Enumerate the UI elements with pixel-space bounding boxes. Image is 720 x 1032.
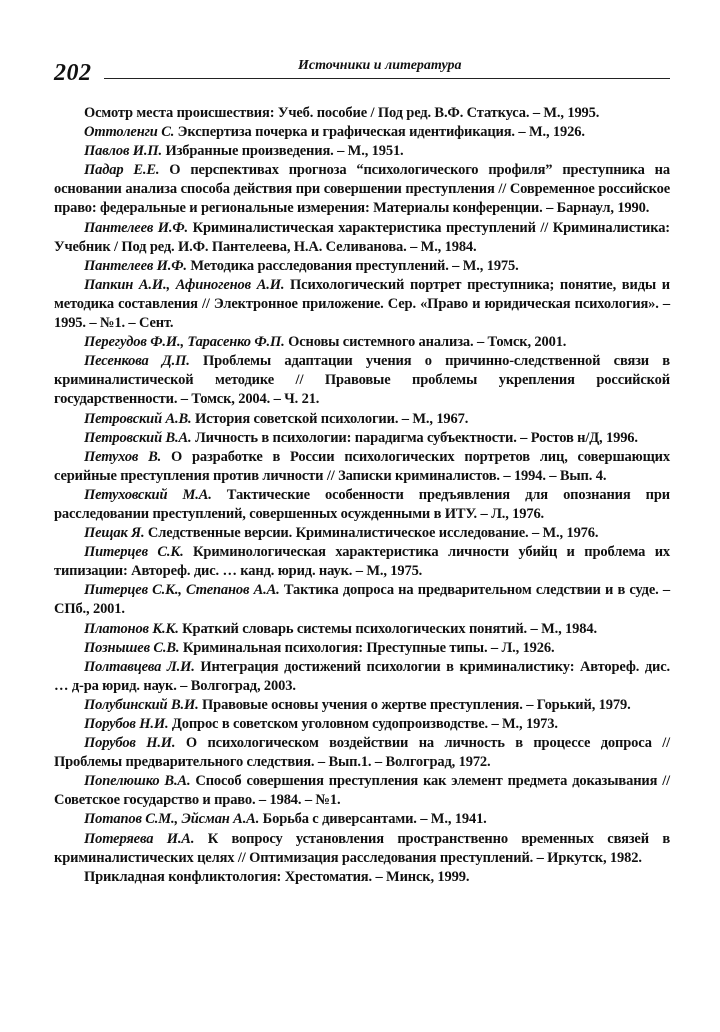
reference-text: Тактические особенности предъявления для опознания при расследовании преступлений, совершенных осужденными в ИТУ. – Л., 1976. [54,486,670,522]
reference-entry [54,810,670,829]
reference-text: Экспертиза почерка и графическая идентификация. – М., 1926. [174,124,585,141]
reference-entry [54,715,670,734]
reference-author: Петровский В.А. [84,429,192,446]
reference-text: Личность в психологии: парадигма субъектности. – Ростов н/Д, 1996. [191,429,638,446]
reference-author: Питерцев С.К., Степанов А.А. [84,582,280,599]
reference-author: Питерцев С.К. [84,544,184,561]
reference-text: Проблемы адаптации учения о причинно-следственной связи в криминалистической методике // Правовые проблемы укрепления российской государственности. – Томск, 2004. – Ч. 21. [54,353,670,408]
reference-author: Пантелеев И.Ф. [84,219,189,236]
reference-author: Павлов И.П. [84,143,162,160]
reference-entry [54,524,670,543]
reference-author: Падар Е.Е. [84,162,160,179]
reference-entry [54,830,670,868]
reference-entry [54,543,670,581]
reference-text: Избранные произведения. – М., 1951. [161,143,404,160]
reference-text: Психологический портрет преступника; понятие, виды и методика составления // Электронное приложение. Сер. «Право и юридическая психология». – 1995. – №1. – Сент. [54,276,670,332]
page-header [54,56,670,90]
running-title: Источники и литература [298,58,462,73]
reference-text: О перспективах прогноза “психологического профиля” преступника на основании анализа способа действия при совершении преступления // Современное российское право: федеральные и региональные измерения: Материалы конференции. – Барнаул, 1990. [54,162,670,217]
header-rule [104,78,670,79]
reference-entry [54,104,670,123]
reference-entry [54,161,670,218]
reference-author: Полубинский В.И. [84,696,199,713]
reference-text: Правовые основы учения о жертве преступления. – Горький, 1979. [198,696,631,713]
reference-entry [54,410,670,429]
reference-entry [54,123,670,142]
reference-entry [54,772,670,810]
reference-text: Борьба с диверсантами. – М., 1941. [259,811,487,828]
reference-entry [54,352,670,409]
reference-entry [54,219,670,257]
reference-text: Следственные версии. Криминалистическое исследование. – М., 1976. [144,525,599,542]
reference-author: Пещак Я. [84,525,145,542]
reference-author: Петуховский М.А. [84,486,212,503]
reference-author: Папкин А.И., Афиногенов А.И. [84,276,285,293]
reference-entry [54,639,670,658]
reference-text: Криминологическая характеристика личности убийц и проблема их типизации: Автореф. дис. … канд. юрид. наук. – М., 1975. [54,544,670,580]
reference-author: Песенкова Д.П. [84,353,190,370]
reference-text: История советской психологии. – М., 1967. [191,410,469,427]
reference-author: Платонов К.К. [84,620,179,637]
reference-entry [54,257,670,276]
reference-text: О разработке в России психологических портретов лиц, совершающих серийные преступления против личности // Записки криминалистов. – 1994. – Вып. 4. [54,448,670,484]
reference-text: Допрос в советском уголовном судопроизводстве. – М., 1973. [168,716,558,732]
reference-author: Оттоленги С. [84,124,175,141]
page-number: 202 [54,60,92,86]
reference-author: Перегудов Ф.И., Тарасенко Ф.П. [84,334,285,351]
reference-entry [54,696,670,715]
reference-text: Краткий словарь системы психологических понятий. – М., 1984. [178,620,597,637]
reference-author: Потеряева И.А. [84,830,195,847]
reference-text: Методика расследования преступлений. – М., 1975. [186,257,519,274]
reference-text: К вопросу установления пространственно временных связей в криминалистических целях // Оптимизация расследования преступлений. – Иркутск, 1982. [54,830,671,866]
reference-text: Криминалистическая характеристика преступлений // Криминалистика: Учебник / Под ред. И.Ф. Пантелеева, Н.А. Селиванова. – М., 1984. [54,219,670,255]
reference-entry [54,734,670,772]
reference-text: О психологическом воздействии на личность в процессе допроса // Проблемы предварительного следствия. – Вып.1. – Волгоград, 1972. [54,735,671,771]
reference-entry [54,448,670,486]
reference-entry [54,581,670,619]
reference-author: Полтавцева Л.И. [84,658,195,675]
reference-author: Петухов В. [84,448,162,465]
reference-text: Интеграция достижений психологии в криминалистику: Автореф. дис. … д-ра юрид. наук. – Волгоград, 2003. [54,658,670,694]
reference-entry [54,486,670,524]
reference-author: Потапов С.М., Эйсман А.А. [84,811,260,828]
reference-entry [54,142,670,161]
reference-text: Способ совершения преступления как элемент предмета доказывания // Советское государство и право. – 1984. – №1. [54,773,671,809]
reference-text: Криминальная психология: Преступные типы. – Л., 1926. [179,639,555,656]
reference-author: Порубов Н.И. [84,716,169,732]
reference-list [54,104,670,887]
reference-entry [54,276,670,333]
reference-text: Прикладная конфликтология: Хрестоматия. – Минск, 1999. [84,868,470,885]
reference-author: Попелюшко В.А. [84,773,191,790]
reference-entry [54,429,670,448]
reference-author: Пантелеев И.Ф. [84,257,187,274]
reference-author: Познышев С.В. [84,639,180,656]
reference-author: Порубов Н.И. [84,735,176,752]
reference-entry [54,658,670,696]
reference-entry [54,868,670,887]
reference-author: Петровский А.В. [84,410,192,427]
reference-text: Тактика допроса на предварительном следствии и в суде. – СПб., 2001. [54,582,670,618]
reference-text: Осмотр места происшествия: Учеб. пособие / Под ред. В.Ф. Статкуса. – М., 1995. [84,105,600,121]
reference-entry [54,620,670,639]
reference-entry [54,333,670,352]
reference-text: Основы системного анализа. – Томск, 2001. [284,334,567,351]
